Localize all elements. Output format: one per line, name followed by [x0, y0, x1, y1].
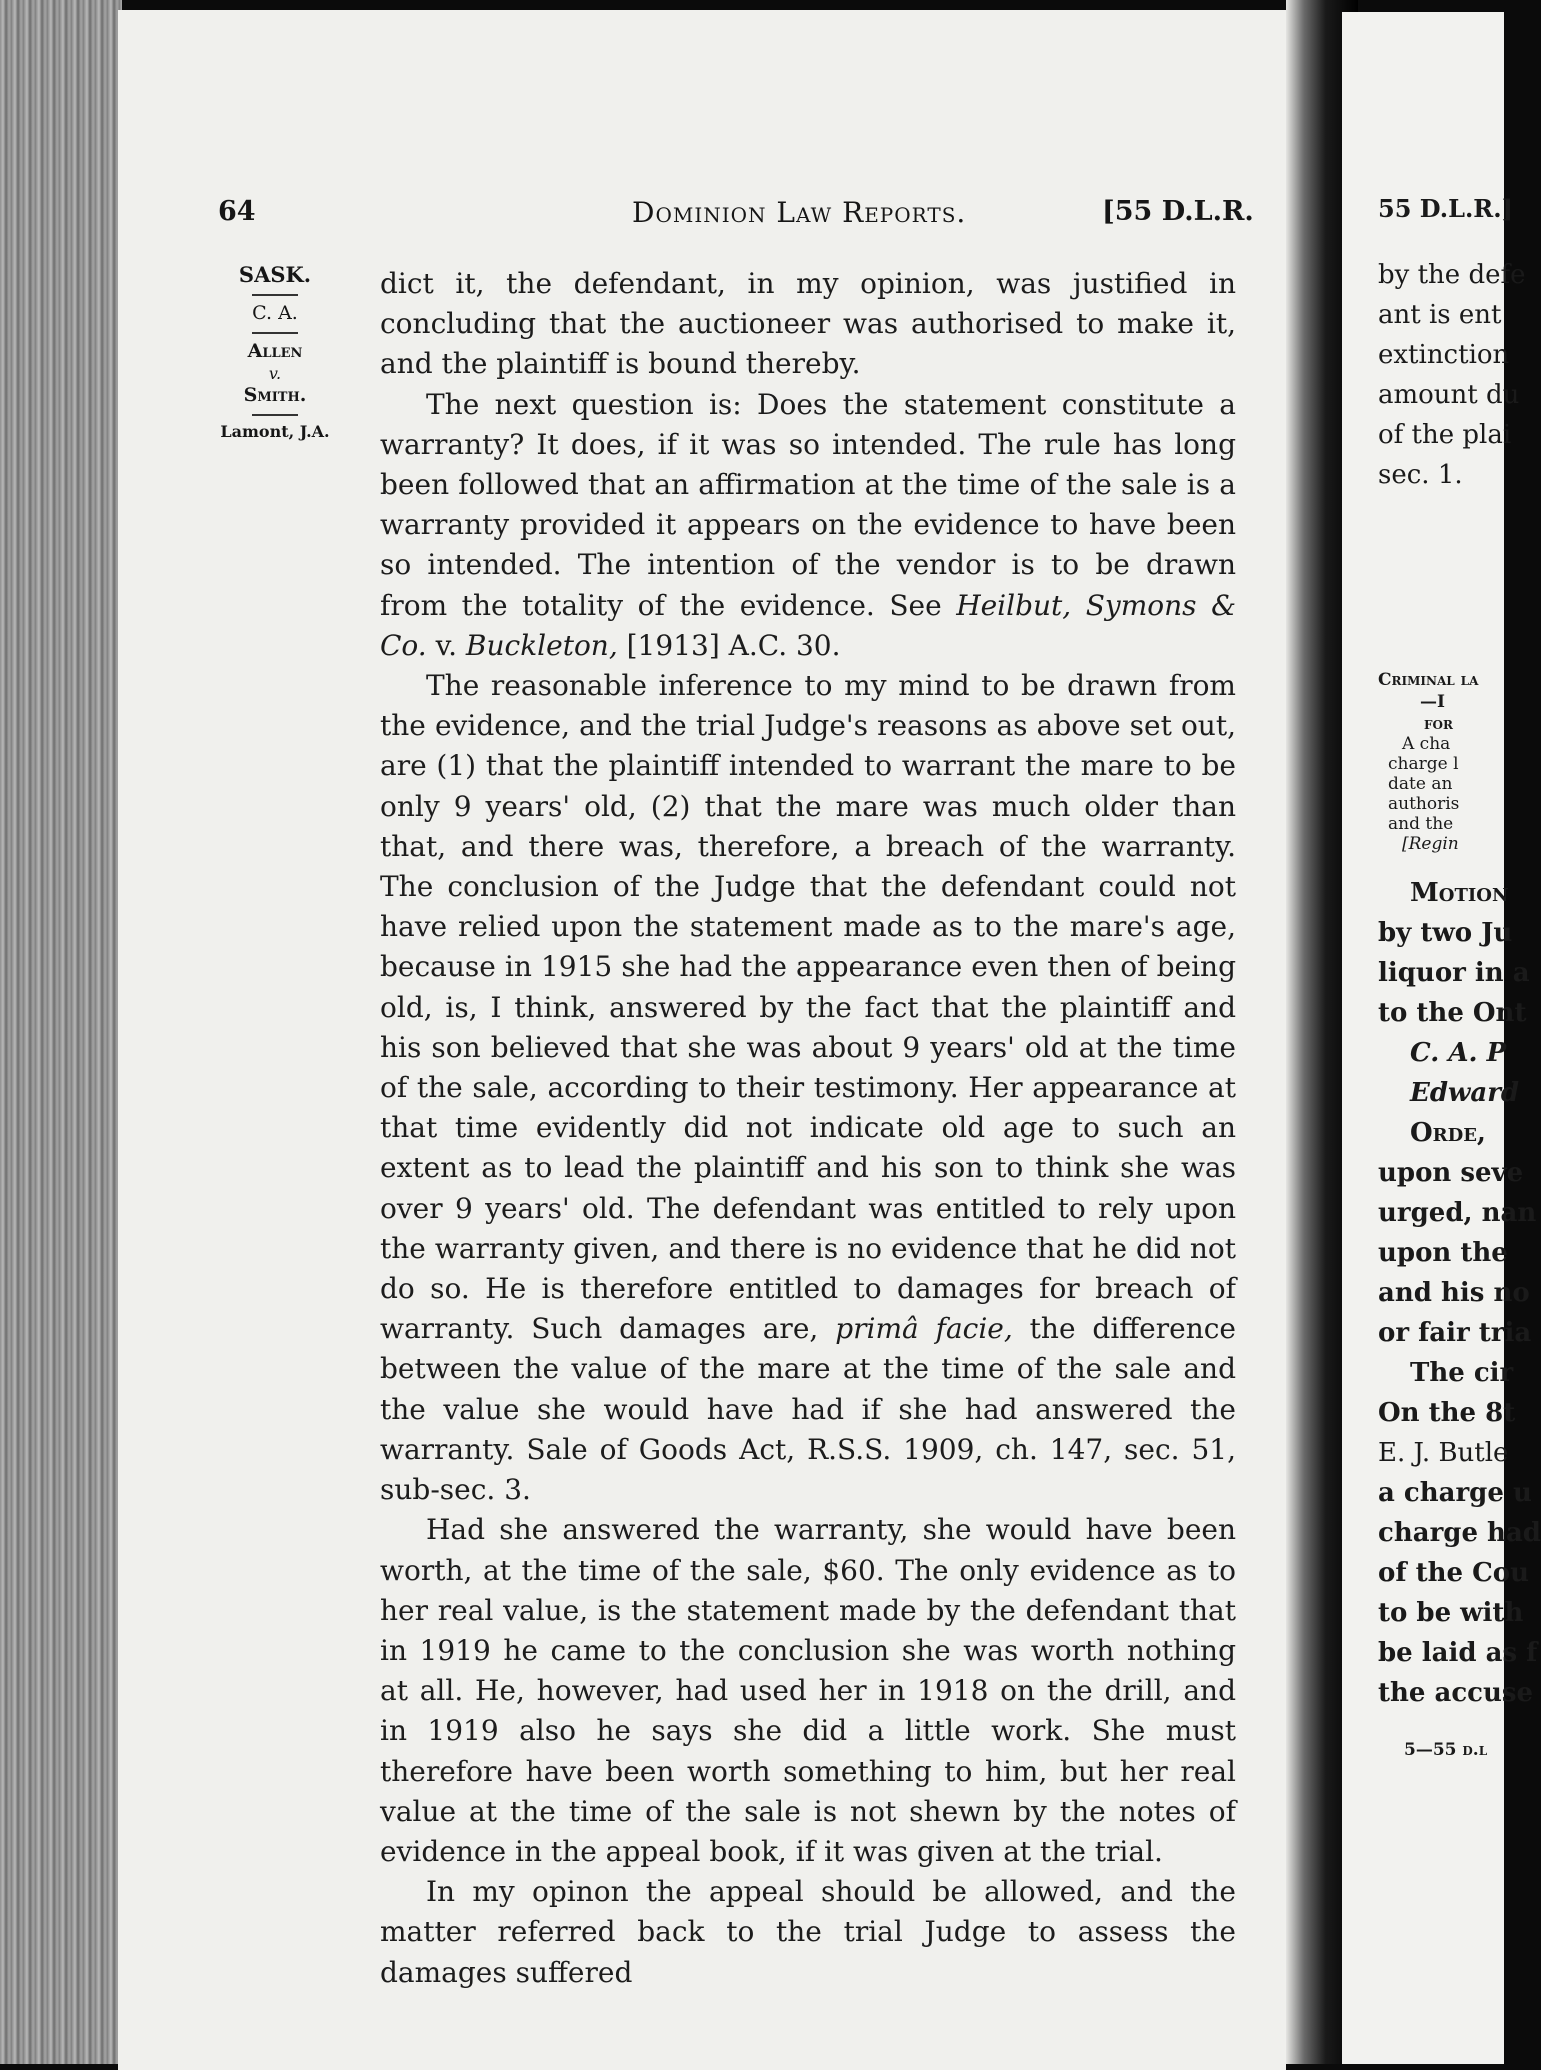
text-line: C. A. P [1410, 1038, 1507, 1068]
margin-party-2: Smith. [243, 383, 307, 406]
page-number: 64 [218, 196, 256, 227]
margin-judge: Lamont, J.A. [220, 421, 330, 441]
text-line: upon the [1378, 1238, 1508, 1268]
headnote-line: Criminal la [1378, 670, 1479, 690]
headnote-line: charge l [1388, 754, 1459, 774]
paragraph: The reasonable inference to my mind to be drawn from the evidence, and the trial Judge's reasons as above set out, are (1) that the plaintiff intended to warrant the mare to be only 9 years' old, (2) that the mare was much older than that, and there was, therefore, a breach of the warranty. The conclusion of the Judge that the defendant could not have relied upon the statement made as to the mare's age, because in 1915 she had the appearance even then of being old, is, I think, answered by the fact that the plaintiff and his son believed that she was about 9 years' old at the time of the sale, according to their testimony. Her appearance at that time evidently did not indicate old age to such an extent as to lead the plaintiff and his son to think she was over 9 years' old. The defendant was entitled to rely upon the warranty given, and there is no evidence that he did not do so. He is therefore entitled to damages for breach of warranty. Such damages are, primâ facie, the difference between the value of the mare at the time of the sale and the value she would have had if she had answered the warranty. Sale of Goods Act, R.S.S. 1909, ch. 147, sec. 51, sub-sec. 3. [380, 669, 1236, 1507]
headnote-line: and the [1388, 814, 1454, 834]
paragraph: In my opinon the appeal should be allowed, and the matter referred back to the trial Judge to assess the damages suffered [380, 1875, 1236, 1989]
right-page [1342, 12, 1541, 2064]
right-page-header: 55 D.L.R.] [1378, 194, 1513, 223]
case-citation: Buckleton, [465, 628, 618, 662]
margin-province: SASK. [238, 262, 312, 287]
text-line: to the Ont [1378, 998, 1527, 1028]
book-page-edges [0, 0, 122, 2064]
headnote-line: date an [1388, 774, 1453, 794]
paragraph: The next question is: Does the statement constitute a warranty? It does, if it was so intended. The rule has long been followed that an affirmation at the time of the sale is a warranty provided it appears on the evidence to have been so intended. The intention of the vendor is to be drawn from the totality of the evidence. See Heilbut, Symons & Co. v. Buckleton, [1913] A.C. 30. [380, 387, 1236, 662]
text-line: charge had [1378, 1518, 1541, 1548]
text-line: the accuse [1378, 1678, 1534, 1708]
text-line: by two Ju [1378, 918, 1513, 948]
case-citation: Heilbut, Symons & Co. [380, 588, 1236, 662]
latin-phrase: primâ facie, [835, 1312, 1013, 1346]
text-line: upon seve [1378, 1158, 1524, 1188]
margin-notes [200, 262, 350, 442]
margin-court: C. A. [252, 302, 298, 325]
margin-rule [252, 414, 298, 416]
text-line: amount du [1378, 380, 1520, 410]
text-line: and his no [1378, 1278, 1530, 1308]
headnote-line: authoris [1388, 794, 1460, 814]
text-line: Edward [1410, 1078, 1520, 1108]
headnote-line: —I [1420, 692, 1445, 712]
text-line: urged, nan [1378, 1198, 1537, 1228]
margin-rule [252, 294, 298, 296]
text-line: On the 8t [1378, 1398, 1516, 1428]
paragraph: dict it, the defendant, in my opinion, was justified in concluding that the auctioneer was authorised to make it, and the plaintiff is bound thereby. [380, 267, 1236, 381]
margin-party-1: Allen [247, 340, 303, 362]
margin-rule [252, 332, 298, 334]
text-line: of the Cou [1378, 1558, 1530, 1588]
volume-reference: [55 D.L.R. [1102, 196, 1254, 227]
paragraph: Had she answered the warranty, she would have been worth, at the time of the sale, $60. The only evidence as to her real value, is the statement made by the defendant that in 1919 he came to the conclusion she was worth nothing at all. He, however, had used her in 1918 on the drill, and in 1919 also he says she did a little work. She must therefore have been worth something to him, but her real value at the time of the sale is not shewn by the notes of evidence in the appeal book, if it was given at the trial. [380, 1513, 1236, 1868]
text-line: The cir [1410, 1358, 1514, 1388]
text-line: be laid as f [1378, 1638, 1538, 1668]
text-line: by the defe [1378, 260, 1526, 290]
headnote-line: A cha [1402, 734, 1451, 754]
text-line: E. J. Butle [1378, 1438, 1509, 1468]
text-line: sec. 1. [1378, 460, 1463, 490]
text-line: of the plai [1378, 420, 1512, 450]
text-line: a charge u [1378, 1478, 1532, 1508]
text-line: to be with [1378, 1598, 1524, 1628]
text-line: or fair tria [1378, 1318, 1532, 1348]
text-line: ant is ent [1378, 300, 1502, 330]
headnote-line: for [1424, 714, 1453, 734]
text-line: extinction [1378, 340, 1510, 370]
margin-versus: v. [268, 363, 282, 383]
text-line: Motion [1410, 878, 1509, 908]
text-line: liquor in a [1378, 958, 1530, 988]
judgment-text [380, 264, 1236, 1993]
headnote-line: [Regin [1402, 834, 1459, 854]
running-title: Dominion Law Reports. [632, 196, 967, 229]
signature-mark: 5—55 d.l [1404, 1740, 1488, 1760]
text-line: Orde, [1410, 1118, 1486, 1148]
